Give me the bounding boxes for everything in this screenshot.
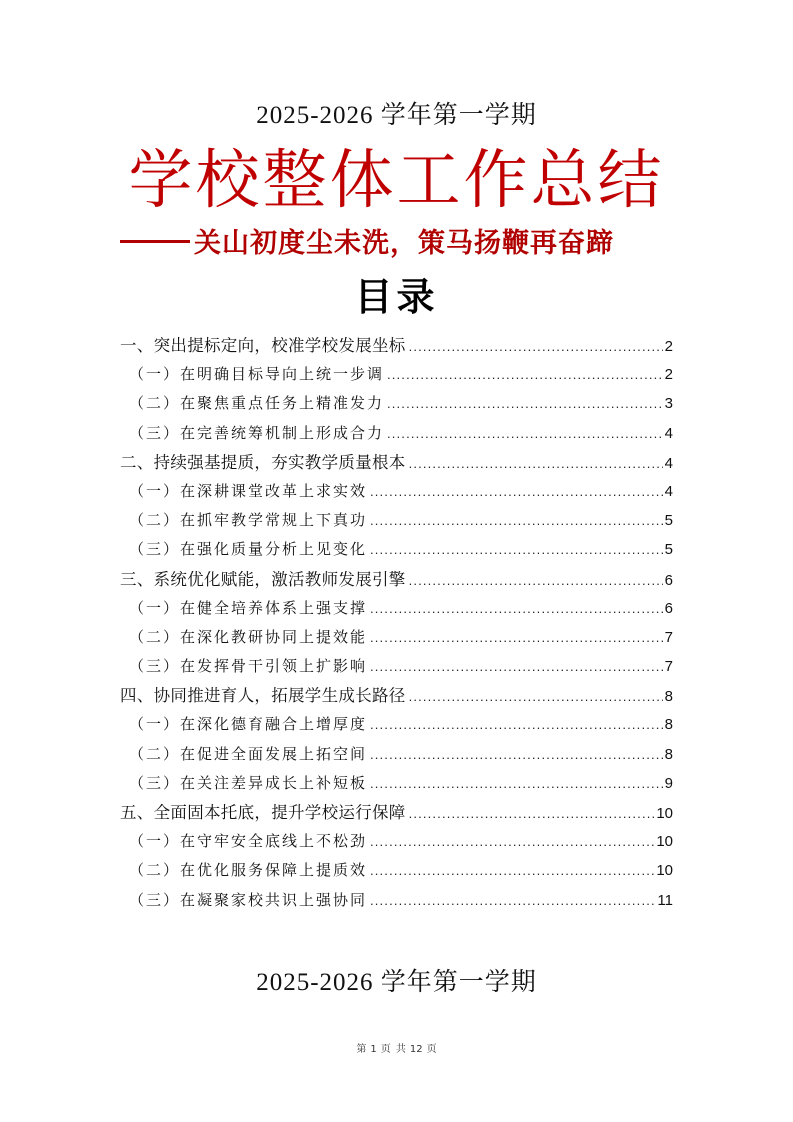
term-heading-bottom: 2025-2026 学年第一学期 [256,969,537,996]
dot-leader [409,449,663,477]
footer-current-page: 1 [370,1044,377,1055]
toc-entry-section-5-3[interactable] [120,886,673,915]
toc-entry-section-4-3[interactable] [120,769,673,798]
dot-leader [409,799,655,827]
dot-leader [409,332,663,360]
toc-entry-section-1-3[interactable] [120,419,673,448]
toc-entry-section-2-2[interactable] [120,506,673,535]
table-of-contents [120,331,673,915]
toc-entry-label: （一）在明确目标导向上统一步调 [129,365,385,384]
dot-leader [387,389,663,418]
toc-entry-label: （一）在健全培养体系上强支撑 [129,598,368,617]
term-heading-top: 2025-2026 学年第一学期 [256,102,537,129]
dot-leader [370,594,663,623]
toc-entry-label: （二）在促进全面发展上拓空间 [129,744,368,763]
toc-entry-label: （三）在凝聚家校共识上强协同 [129,890,368,909]
toc-entry-label: （三）在完善统筹机制上形成合力 [129,423,385,442]
toc-entry-label: （二）在抓牢教学常规上下真功 [129,511,368,530]
subtitle-text: 关山初度尘未洗，策马扬鞭再奋蹄 [194,228,614,259]
toc-page-number: 7 [664,658,673,676]
page-footer [0,1043,793,1057]
toc-entry-label: （二）在聚焦重点任务上精准发力 [129,394,385,413]
toc-entry-section-4-1[interactable] [120,710,673,739]
toc-entry-section-3[interactable] [120,565,673,594]
dot-leader [387,419,663,448]
toc-entry-section-3-1[interactable] [120,594,673,623]
toc-page-number: 8 [664,716,673,734]
toc-entry-label: （三）在强化质量分析上见变化 [129,540,368,559]
toc-page-number: 6 [664,599,673,617]
dot-leader [370,710,663,739]
toc-entry-label: （二）在优化服务保障上提质效 [129,861,368,880]
toc-entry-section-4-2[interactable] [120,740,673,769]
toc-entry-label: 一、突出提标定向，校准学校发展坐标 [120,336,406,355]
toc-page-number: 10 [656,805,673,822]
toc-page-number: 4 [664,482,673,500]
toc-page-number: 2 [664,338,673,355]
toc-entry-label: （三）在发挥骨干引领上扩影响 [129,657,368,676]
dot-leader [370,623,663,652]
toc-entry-section-5[interactable] [120,798,673,827]
dot-leader [370,740,663,769]
dot-leader [370,477,663,506]
toc-entry-section-1-1[interactable] [120,360,673,389]
footer-prefix: 第 [356,1044,367,1055]
toc-page-number: 10 [656,833,673,851]
toc-page-number: 5 [664,512,673,530]
dot-leader [370,506,663,535]
dot-leader [409,682,663,710]
dot-leader [370,769,663,798]
dot-leader [409,566,663,594]
toc-page-number: 8 [664,745,673,763]
toc-entry-section-2-3[interactable] [120,535,673,564]
toc-entry-section-3-2[interactable] [120,623,673,652]
footer-total-pages: 12 [409,1044,423,1055]
toc-entry-section-3-3[interactable] [120,652,673,681]
toc-entry-section-5-1[interactable] [120,827,673,856]
toc-entry-section-1[interactable] [120,331,673,360]
toc-entry-label: 四、协同推进育人，拓展学生成长路径 [120,686,406,706]
toc-page-number: 3 [664,395,673,413]
toc-page-number: 7 [664,628,673,646]
toc-page-number: 11 [657,891,673,909]
toc-entry-section-4[interactable] [120,681,673,710]
toc-entry-label: （三）在关注差异成长上补短板 [129,773,368,792]
toc-page-number: 10 [656,862,673,880]
toc-entry-section-1-2[interactable] [120,389,673,418]
toc-page-number: 2 [664,366,673,384]
toc-entry-label: （二）在深化教研协同上提效能 [129,627,368,646]
toc-page-number: 6 [664,571,673,589]
toc-entry-label: （一）在深化德育融合上增厚度 [129,715,368,734]
document-subtitle [120,225,614,263]
footer-suffix: 页 [426,1044,437,1055]
toc-page-number: 4 [664,424,673,442]
toc-heading: 目录 [354,275,439,319]
toc-page-number: 4 [664,454,673,472]
toc-page-number: 5 [664,541,673,559]
toc-entry-section-2[interactable] [120,448,673,477]
toc-page-number: 9 [664,774,673,792]
dot-leader [370,886,655,915]
toc-page-number: 8 [664,688,673,706]
dot-leader [370,652,663,681]
toc-entry-section-2-1[interactable] [120,477,673,506]
em-dash-rule [120,240,190,243]
toc-entry-label: 五、全面固本托底，提升学校运行保障 [120,803,406,822]
toc-entry-label: 三、系统优化赋能，激活教师发展引擎 [120,569,406,589]
dot-leader [370,827,654,856]
toc-entry-section-5-2[interactable] [120,856,673,885]
dot-leader [370,856,654,885]
document-title: 学校整体工作总结 [128,144,665,218]
footer-mid: 页 共 [380,1044,406,1055]
dot-leader [370,535,663,564]
toc-entry-label: 二、持续强基提质，夯实教学质量根本 [120,452,406,472]
dot-leader [387,360,663,389]
toc-entry-label: （一）在深耕课堂改革上求实效 [129,481,368,500]
toc-entry-label: （一）在守牢安全底线上不松劲 [129,832,368,851]
